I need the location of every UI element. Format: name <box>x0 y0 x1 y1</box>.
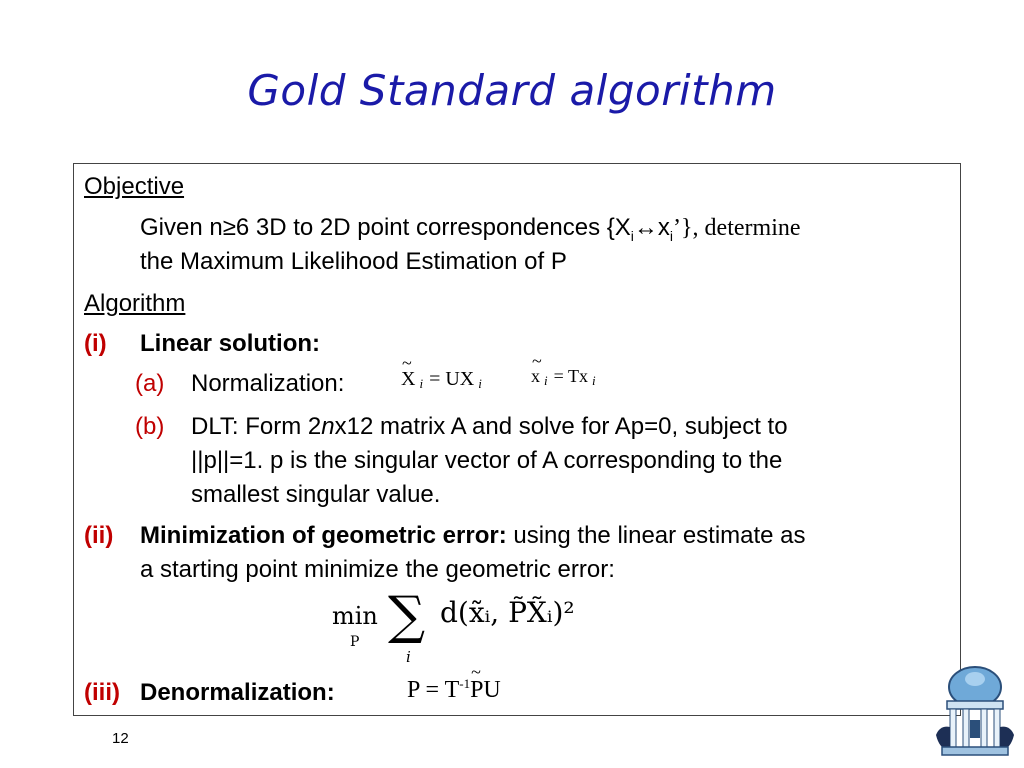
step-1-marker: (i) <box>84 330 107 357</box>
formula-expression: d(x̃ᵢ, P̃X̃ᵢ)² <box>440 596 575 629</box>
objective-line-1: Given n≥6 3D to 2D point correspondences $\{X_i\leftrightarrow x_i’\}$, determine <box>140 214 801 244</box>
step-1-label: Linear solution: <box>140 330 320 357</box>
step-1b-line-1: DLT: Form 2nx12 matrix A and solve for Ap=0, subject to <box>191 413 788 440</box>
step-1b-marker: (b) <box>135 413 165 440</box>
slide-title: Gold Standard algorithm <box>247 66 777 115</box>
step-2-line-1: Minimization of geometric error: using the linear estimate as <box>140 522 806 549</box>
normalization-equation-2: ~ x $_i$ = Tx $_i$ <box>531 366 602 389</box>
formula-sum-symbol: ∑ <box>388 586 426 646</box>
formula-min-subscript: P <box>350 634 360 650</box>
old-well-logo <box>930 665 1020 765</box>
geometric-error-formula <box>326 586 606 670</box>
normalization-equation-1: ~ X $_i$ = UX $_i$ <box>401 368 488 392</box>
step-1b-line-2: ||p||=1. p is the singular vector of A corresponding to the <box>191 447 783 474</box>
step-3-label: Denormalization: <box>140 679 335 706</box>
denormalization-equation: $P = T^{-1}\sim$ PU <box>407 676 501 704</box>
step-1a-marker: (a) <box>135 370 165 397</box>
formula-min: min <box>332 602 378 630</box>
objective-line-2: the Maximum Likelihood Estimation of P <box>140 248 567 275</box>
step-1a-label: Normalization: <box>191 370 345 397</box>
page-number: 12 <box>112 730 129 747</box>
objective-heading: Objective <box>84 173 185 200</box>
step-2-marker: (ii) <box>84 522 114 549</box>
step-1b-line-3: smallest singular value. <box>191 481 441 508</box>
algorithm-heading: Algorithm <box>84 290 186 317</box>
step-3-marker: (iii) <box>84 679 120 706</box>
step-2-line-2: a starting point minimize the geometric error: <box>140 556 615 583</box>
formula-sum-subscript: i <box>406 648 411 666</box>
